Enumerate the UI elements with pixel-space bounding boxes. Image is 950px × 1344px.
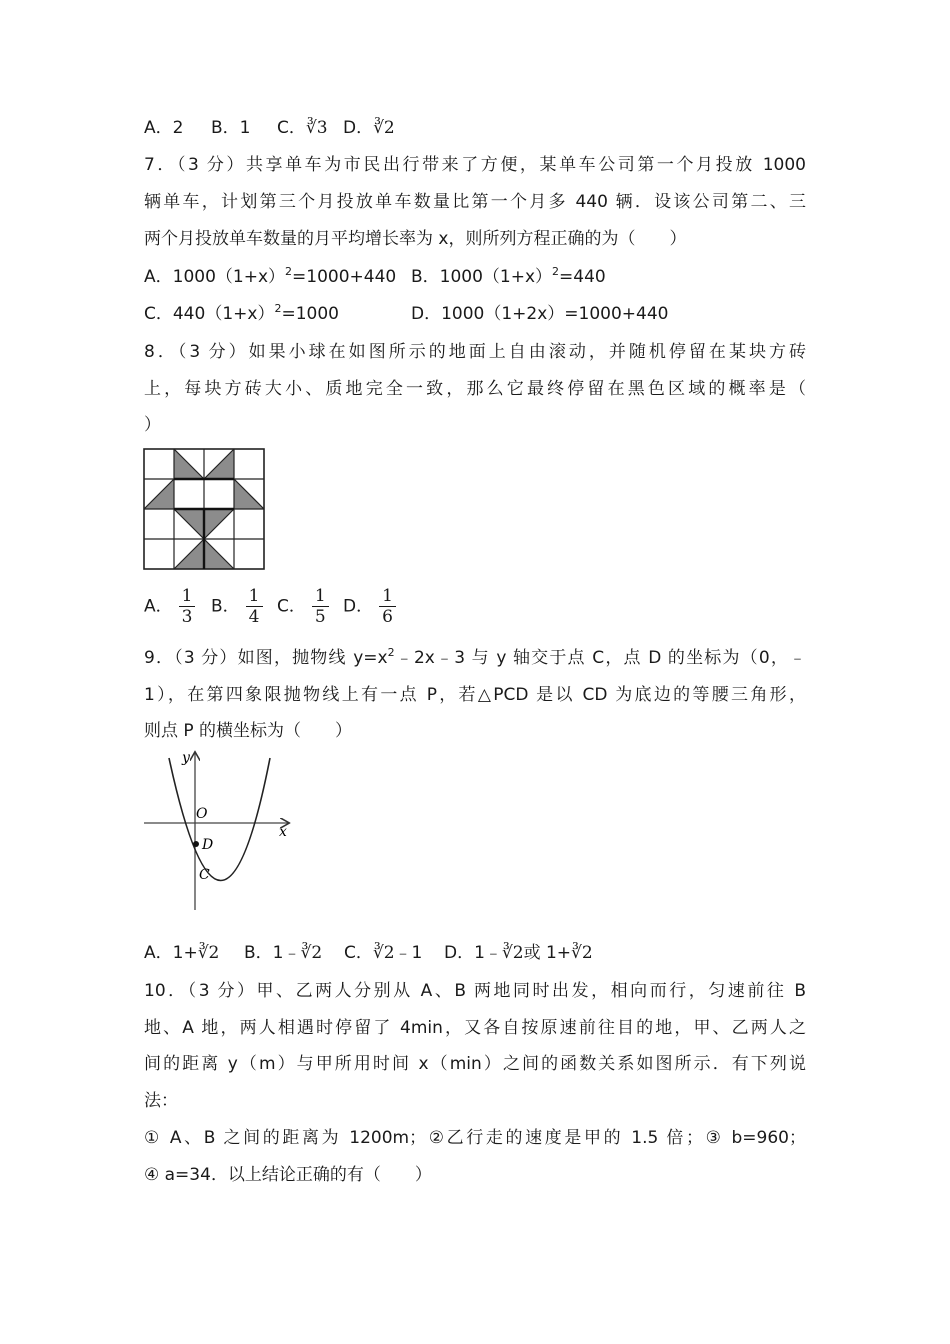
q7-option-d: D．1000（1+2x）=1000+440 [411, 304, 669, 324]
point-d-label: D [202, 837, 214, 853]
q6-option-a: A．2 [144, 118, 184, 138]
cube-root-3: ∛3 [305, 118, 328, 138]
q10-line-2: 地、A 地，两人相遇时停留了 4min，又各自按原速前往目的地，甲、乙两人之 [144, 1018, 806, 1038]
q8-line-2: 上，每块方砖大小、质地完全一致，那么它最终停留在黑色区域的概率是（ [144, 379, 806, 399]
cube-root-2: ∛2 [373, 118, 395, 138]
q9-option-c: C．∛2﹣1 [344, 943, 423, 963]
q7-option-b: B．$1000(1+x)^2=440$ [411, 265, 606, 287]
q8-option-a: A． $\frac{1}{3}$ [144, 586, 195, 627]
parabola-graph-figure [142, 748, 294, 914]
point-d [193, 841, 199, 847]
q7-line-2: 辆单车，计划第三个月投放单车数量比第一个月多 440 辆．设该公司第二、三 [144, 192, 806, 212]
q9-option-b: B．1﹣∛2 [244, 943, 323, 963]
q9-option-d: D．1﹣∛2或 1+∛2 [444, 943, 593, 963]
q6-option-b: B．1 [211, 118, 251, 138]
x-axis-label: x [279, 824, 287, 840]
q9-line-2: 1），在第四象限抛物线上有一点 P，若△PCD 是以 CD 为底边的等腰三角形， [144, 685, 806, 705]
q8-line-1: 8．（3 分）如果小球在如图所示的地面上自由滚动，并随机停留在某块方砖 [144, 342, 806, 362]
q8-option-c: C． $\frac{1}{5}$ [277, 586, 329, 627]
q10-line-6: ④ a=34．以上结论正确的有（ ） [144, 1165, 432, 1185]
q10-line-5: ① A、B 之间的距离为 1200m；②乙行走的速度是甲的 1.5 倍；③ b=960； [144, 1128, 806, 1148]
origin-label: O [196, 806, 208, 822]
tile-grid-figure [143, 448, 265, 570]
parabola-curve [169, 758, 270, 881]
q7-line-1: 7．（3 分）共享单车为市民出行带来了方便，某单车公司第一个月投放 1000 [144, 155, 806, 175]
q6-option-d: D．∛2 [343, 118, 395, 138]
q10-line-3: 间的距离 y（m）与甲所用时间 x（min）之间的函数关系如图所示．有下列说 [144, 1054, 806, 1074]
q10-line-1: 10．（3 分）甲、乙两人分别从 A、B 两地同时出发，相向而行，匀速前往 B [144, 981, 806, 1001]
q9-option-a: A．1+∛2 [144, 943, 220, 963]
q6-option-c: C．∛3 [277, 118, 328, 138]
q9-line-1: 9．（3 分）如图，抛物线 $y=x^2﹣2x﹣3$ 与 y 轴交于点 C，点 D 的坐标为（0，﹣ [144, 646, 806, 668]
q9-line-3: 则点 P 的横坐标为（ ） [144, 721, 353, 741]
q7-option-c: C．$440(1+x)^2=1000$ [144, 302, 339, 324]
q7-line-3: 两个月投放单车数量的月平均增长率为 x，则所列方程正确的为（ ） [144, 229, 687, 249]
q8-option-d: D． $\frac{1}{6}$ [343, 586, 396, 627]
q10-line-4: 法： [144, 1091, 178, 1111]
y-axis-label: y [182, 750, 190, 766]
q8-line-3: ） [144, 415, 161, 435]
q8-option-b: B． $\frac{1}{4}$ [211, 586, 263, 627]
q7-option-a: A．$1000(1+x)^2=1000+440$ [144, 265, 397, 287]
point-c-label: C [199, 867, 210, 883]
